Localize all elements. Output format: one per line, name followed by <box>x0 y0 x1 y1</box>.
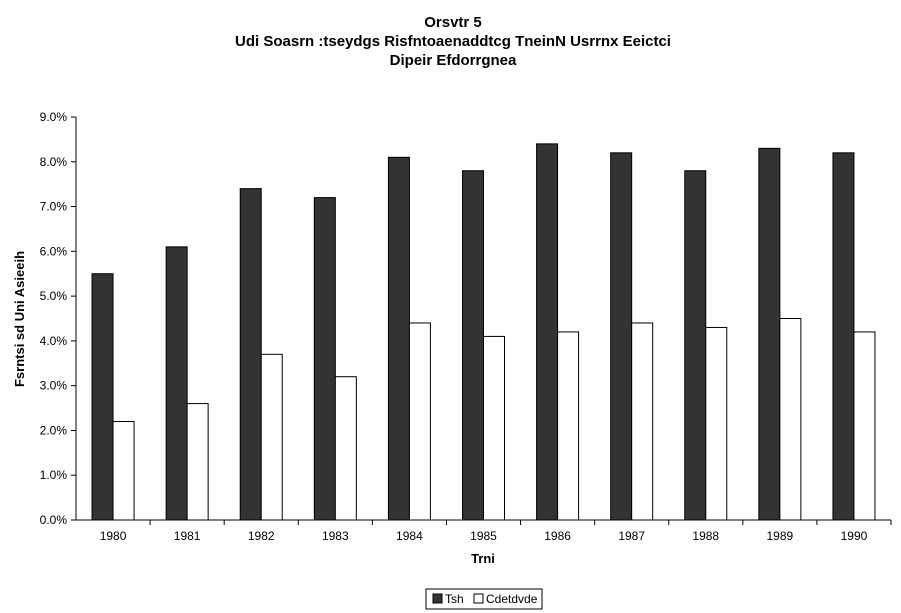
y-tick-label: 6.0% <box>39 244 67 259</box>
bar-series-1-1989 <box>759 148 780 520</box>
x-tick-label: 1981 <box>173 529 201 543</box>
y-tick-label: 1.0% <box>39 468 67 483</box>
x-axis-label: Trni <box>471 551 495 566</box>
bar-series-2-1981 <box>187 404 208 520</box>
x-tick-label: 1985 <box>470 529 497 543</box>
bar-series-2-1987 <box>632 323 653 520</box>
bar-series-1-1985 <box>463 171 484 520</box>
bar-series-1-1988 <box>685 171 706 520</box>
y-tick-label: 2.0% <box>39 423 67 438</box>
y-tick-label: 9.0% <box>39 110 67 124</box>
y-tick-label: 4.0% <box>39 333 67 348</box>
bar-series-1-1982 <box>240 189 261 520</box>
bar-series-2-1985 <box>484 336 505 520</box>
chart-title <box>235 14 671 69</box>
bar-series-2-1984 <box>409 323 430 520</box>
bar-series-1-1983 <box>314 198 335 520</box>
x-tick-label: 1986 <box>544 529 571 543</box>
y-tick-label: 7.0% <box>39 199 67 214</box>
bar-series-1-1987 <box>611 153 632 520</box>
y-tick-label: 3.0% <box>39 378 67 393</box>
bar-series-2-1990 <box>854 332 875 520</box>
x-tick-label: 1990 <box>840 529 868 543</box>
bar-series-2-1988 <box>706 327 727 520</box>
bar-series-2-1982 <box>261 354 282 520</box>
y-tick-label: 8.0% <box>39 154 67 169</box>
bar-series-2-1986 <box>558 332 579 520</box>
x-tick-label: 1982 <box>247 529 275 543</box>
x-tick-label: 1987 <box>618 529 646 543</box>
y-tick-label: 5.0% <box>39 289 67 304</box>
y-axis-ticks <box>40 110 76 527</box>
x-tick-label: 1980 <box>99 529 127 543</box>
x-tick-label: 1988 <box>692 529 720 543</box>
y-axis-label: Fsrntsi sd Uni Asieeih <box>12 250 27 388</box>
x-tick-label: 1989 <box>766 529 794 543</box>
bar-series-2-1983 <box>335 377 356 520</box>
bar-series-2-1989 <box>780 319 801 521</box>
bar-series-1-1986 <box>537 144 558 520</box>
bar-series-1-1990 <box>833 153 854 520</box>
bar-series-1-1980 <box>92 274 113 520</box>
bar-series-2-1980 <box>113 421 134 520</box>
chart-title-line-3: Dipeir Efdorrgnea <box>389 52 517 69</box>
legend-label-series-2: Cdetdvde <box>486 592 538 606</box>
bar-series-1-1984 <box>388 157 409 520</box>
legend-swatch-series-2 <box>474 594 483 603</box>
legend-swatch-series-1 <box>433 594 442 603</box>
bar-series-1-1981 <box>166 247 187 520</box>
x-tick-label: 1983 <box>321 529 349 543</box>
legend-label-series-1: Tsh <box>445 592 464 606</box>
chart-title-line-2: Udi Soasrn :tseydgs Risfntoaenaddtcg TneinN Usrrnx Eeictci <box>235 33 671 50</box>
bars <box>92 144 875 520</box>
x-tick-label: 1984 <box>396 529 423 543</box>
x-axis-ticks <box>100 520 891 543</box>
chart-title-line-1: Orsvtr 5 <box>424 14 482 31</box>
legend <box>426 589 542 609</box>
y-tick-label: 0.0% <box>39 513 67 527</box>
